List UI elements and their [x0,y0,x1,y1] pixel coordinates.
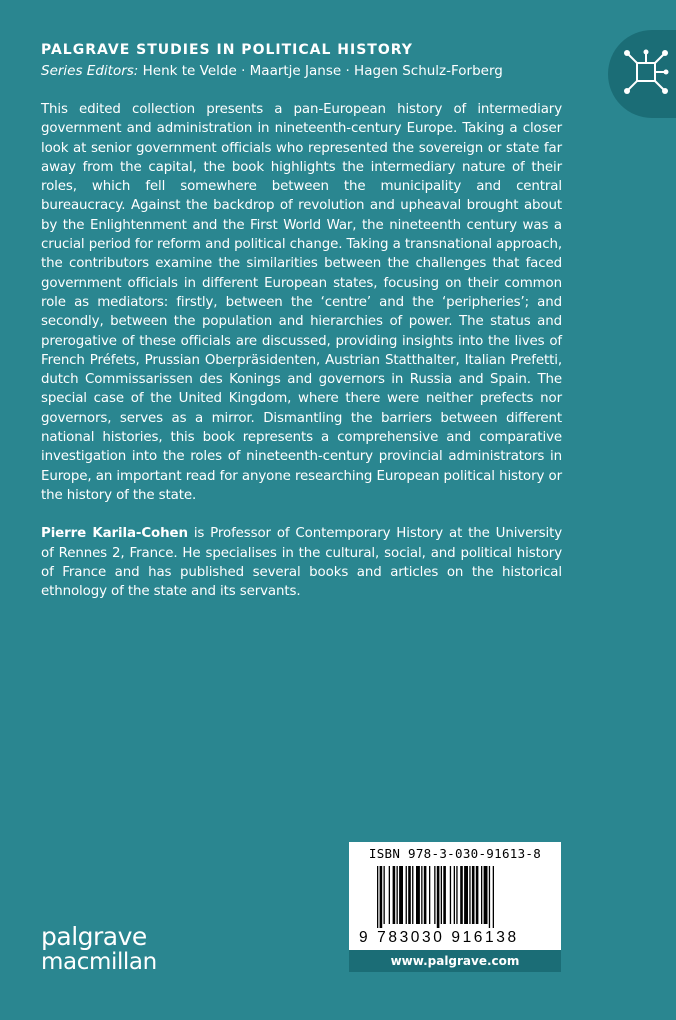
barcode-bar [476,866,479,924]
barcode-bar [456,866,457,924]
barcode-bar [408,866,411,924]
barcode-bar [424,866,427,924]
barcode-bar [489,866,490,928]
isbn-digits: 9 783030 916138 [359,929,519,946]
barcode-bar [464,866,468,924]
author-bio-text: is Professor of Contemporary History at the University of Rennes 2, France. He specialises in the cultural, social, and political history of France and has published several books and articles on the historical ethnology of the state and its servants. [41,526,563,600]
barcode-bar [429,866,430,924]
barcode-panel [349,842,561,950]
barcode-graphic [377,866,537,928]
isbn-label: ISBN 978-3-030-91613-8 [368,846,542,861]
barcode-bar [493,866,494,928]
blurb-paragraph: This edited collection presents a pan-European history of intermediary government and administration in nineteenth-century Europe. Taking a closer look at senior government officials who represented the sovereign or state far away from the capital, the book highlights the intermediary nature of their roles, which fell somewhere between the municipality and central bureaucracy. Against the backdrop of revolution and upheaval brought about by the Enlightenment and the First World War, the nineteenth century was a crucial period for reform and political change. Taking a transnational approach, the contributors examine the similarities between the challenges that faced government officials in different European states, focusing on their common role as mediators: firstly, between the ‘centre’ and the ‘peripheries’; and secondly, between the population and hierarchies of power. The status and prerogative of these officials are discussed, providing insights into the lives of French Préfets, Prussian Oberpräsidenten, Austrian Statthalter, Italian Prefetti, dutch Commissarissen des Konings and governors in Russia and Spain. The special case of the United Kingdom, where there were neither prefects nor governors, serves as a mirror. Dismantling the barriers between different national histories, this book represents a comprehensive and comparative investigation into the roles of nineteenth-century provincial administrators in Europe, an important read for anyone researching European political history or the history of the state. [41,102,562,503]
barcode-bar [472,866,475,924]
back-cover-text [41,100,562,601]
publisher-logo [41,924,157,974]
barcode-bar [406,866,407,924]
author-name: Pierre Karila-Cohen [41,526,188,542]
barcode-bar [412,866,413,924]
barcode-bar [443,866,446,924]
series-title: PALGRAVE STUDIES IN POLITICAL HISTORY [41,42,413,58]
publisher-line-2: macmillan [41,949,157,975]
barcode-bar [434,866,435,924]
barcode-bar [421,866,422,924]
barcode-bar [481,866,482,924]
barcode-bar [441,866,442,924]
website-link[interactable]: www.palgrave.com [349,950,561,972]
barcode-bar [384,866,385,924]
isbn-barcode-box [349,842,561,972]
publisher-line-1: palgrave [41,922,147,951]
barcode-bar [437,866,440,928]
series-header [41,41,581,81]
series-editors [41,61,581,81]
barcode-bar [450,866,451,924]
barcode-bar [484,866,488,924]
barcode-bar [377,866,378,928]
barcode-bar [454,866,455,924]
palgrave-logo-badge [608,30,676,118]
barcode-bar [399,866,403,924]
barcode-bar [393,866,396,924]
barcode-bar [389,866,390,924]
barcode-bar [380,866,383,928]
barcode-bar [460,866,463,924]
series-editors-label: Series Editors: [41,63,139,79]
series-editors-names: Henk te Velde · Maartje Janse · Hagen Schulz-Forberg [142,63,503,79]
barcode-bar [469,866,470,924]
barcode-bar [416,866,420,924]
barcode-bar [397,866,398,924]
palgrave-network-icon [622,48,670,96]
author-bio [41,524,562,601]
